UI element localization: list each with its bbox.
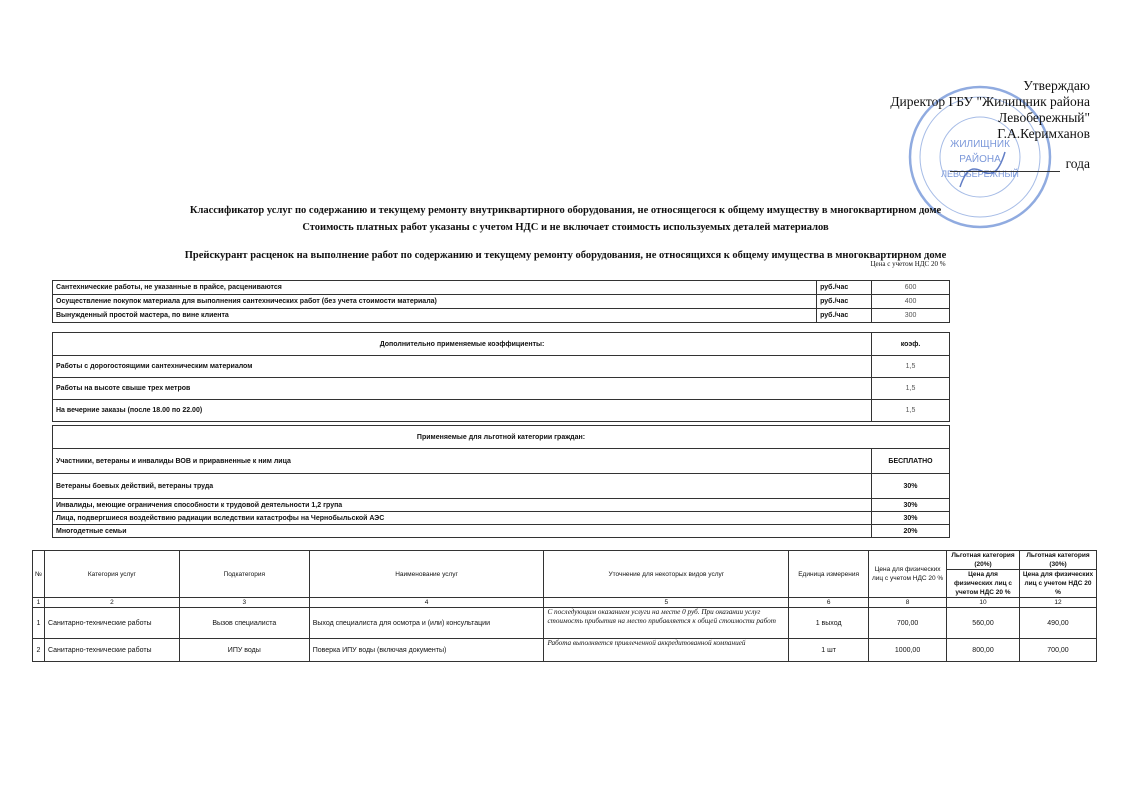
coef-name: Работы с дорогостоящими сантехническим материалом — [53, 356, 872, 378]
table-row — [53, 356, 950, 378]
service-clarification: С последующим оказанием услуги на месте 0 руб. При оказании услуг стоимость прибытия на место прибавляется к общей стоимости работ — [544, 608, 789, 639]
service-price-benefit-30: 700,00 — [1019, 639, 1096, 662]
stamp-text-3: ЛЕВОБЕРЕЖНЫЙ — [941, 169, 1019, 179]
coef-value: 1,5 — [872, 356, 950, 378]
price-item-unit: руб./час — [817, 295, 872, 309]
service-unit: 1 шт — [789, 639, 869, 662]
table-row — [33, 608, 1097, 639]
col-header-subcategory: Подкатегория — [179, 551, 309, 598]
table-header-row — [53, 426, 950, 449]
approval-line-3: Г.А.Керимханов — [997, 126, 1090, 141]
price-list-title: Прейскурант расценок на выполнение работ по содержанию и текущему ремонту оборудования, не относящихся к общему имущества в многоквартирном доме — [184, 250, 947, 261]
price-item-value: 400 — [872, 295, 950, 309]
benefit-name: Ветераны боевых действий, ветераны труда — [53, 474, 872, 499]
column-number: 3 — [179, 598, 309, 608]
coef-column-header: коэф. — [872, 333, 950, 356]
service-category: Санитарно-технические работы — [44, 639, 179, 662]
column-number: 6 — [789, 598, 869, 608]
benefit-value: 30% — [872, 474, 950, 499]
service-price: 1000,00 — [869, 639, 947, 662]
service-clarification: Работа выполняется привлеченной аккредитованной компанией — [544, 639, 789, 662]
table-row — [53, 281, 950, 295]
price-item-name: Сантехнические работы, не указанные в прайсе, расцениваются — [53, 281, 817, 295]
col-header-benefit-30: Льготная категория (30%) — [1019, 551, 1096, 570]
col-header-price: Цена для физических лиц с учетом НДС 20 % — [869, 551, 947, 598]
table-row — [53, 400, 950, 422]
col-subheader-benefit-30: Цена для физических лиц с учетом НДС 20 % — [1019, 570, 1096, 598]
col-header-name: Наименование услуг — [309, 551, 544, 598]
benefit-name: Многодетные семьи — [53, 525, 872, 538]
benefit-value: 20% — [872, 525, 950, 538]
service-name: Выход специалиста для осмотра и (или) консультации — [309, 608, 544, 639]
price-item-unit: руб./час — [817, 309, 872, 323]
base-price-table — [52, 280, 950, 323]
table-row — [53, 309, 950, 323]
benefit-value: 30% — [872, 512, 950, 525]
price-item-name: Вынужденный простой мастера, по вине клиента — [53, 309, 817, 323]
stamp-text-2: РАЙОНА — [959, 154, 1001, 165]
table-row — [53, 512, 950, 525]
approval-word: Утверждаю — [1023, 78, 1090, 93]
benefit-value: БЕСПЛАТНО — [872, 449, 950, 474]
col-subheader-benefit-20: Цена для физических лиц с учетом НДС 20 % — [947, 570, 1020, 598]
service-price-benefit-30: 490,00 — [1019, 608, 1096, 639]
column-number: 12 — [1019, 598, 1096, 608]
service-category: Санитарно-технические работы — [44, 608, 179, 639]
col-header-category: Категория услуг — [44, 551, 179, 598]
table-row — [33, 639, 1097, 662]
column-number: 4 — [309, 598, 544, 608]
col-header-benefit-20: Льготная категория (20%) — [947, 551, 1020, 570]
service-subcategory: Вызов специалиста — [179, 608, 309, 639]
coefficients-table — [52, 332, 950, 422]
service-subcategory: ИПУ воды — [179, 639, 309, 662]
column-number: 2 — [44, 598, 179, 608]
document-title: Классификатор услуг по содержанию и текущему ремонту внутриквартирного оборудования, не относящегося к общему имуществу в многоквартирном доме — [189, 205, 942, 216]
year-label: года — [1065, 156, 1090, 171]
table-row — [53, 295, 950, 309]
col-header-clarification: Уточнение для некоторых видов услуг — [544, 551, 789, 598]
service-number: 1 — [33, 608, 45, 639]
benefit-name: Лица, подвергшиеся воздействию радиации вследствии катастрофы на Чернобыльской АЭС — [53, 512, 872, 525]
price-column-header: Цена с учетом НДС 20 % — [870, 260, 946, 268]
column-number-row — [33, 598, 1097, 608]
coef-name: На вечерние заказы (после 18.00 по 22.00) — [53, 400, 872, 422]
table-row — [53, 525, 950, 538]
service-price: 700,00 — [869, 608, 947, 639]
benefit-value: 30% — [872, 499, 950, 512]
approval-line-1: Директор ГБУ "Жилищник района — [890, 94, 1090, 109]
column-number: 5 — [544, 598, 789, 608]
approval-line-2: Левобережный" — [998, 110, 1090, 125]
column-number: 10 — [947, 598, 1020, 608]
column-number: 1 — [33, 598, 45, 608]
service-number: 2 — [33, 639, 45, 662]
date-line — [950, 159, 1060, 172]
service-price-benefit-20: 560,00 — [947, 608, 1020, 639]
col-header-number: № — [33, 551, 45, 598]
table-row — [53, 449, 950, 474]
price-item-value: 600 — [872, 281, 950, 295]
table-row — [53, 474, 950, 499]
approval-block — [860, 78, 1090, 172]
column-number: 8 — [869, 598, 947, 608]
stamp-text-1: ЖИЛИЩНИК — [950, 139, 1010, 150]
price-item-unit: руб./час — [817, 281, 872, 295]
price-item-value: 300 — [872, 309, 950, 323]
benefits-table — [52, 425, 950, 538]
price-item-name: Осуществление покупок материала для выполнения сантехнических работ (без учета стоимости материала) — [53, 295, 817, 309]
coef-name: Работы на высоте свыше трех метров — [53, 378, 872, 400]
table-row — [53, 499, 950, 512]
table-header-row — [33, 551, 1097, 570]
table-row — [53, 378, 950, 400]
benefit-name: Участники, ветераны и инвалиды ВОВ и приравненные к ним лица — [53, 449, 872, 474]
service-unit: 1 выход — [789, 608, 869, 639]
coef-header: Дополнительно применяемые коэффициенты: — [53, 333, 872, 356]
services-table — [32, 550, 1097, 662]
vat-note: Стоимость платных работ указаны с учетом НДС и не включает стоимость используемых деталей материалов — [302, 222, 829, 233]
benefits-header: Применяемые для льготной категории граждан: — [53, 426, 950, 449]
service-name: Поверка ИПУ воды (включая документы) — [309, 639, 544, 662]
col-header-unit: Единица измерения — [789, 551, 869, 598]
benefit-name: Инвалиды, меющие ограничения способности к трудовой деятельности 1,2 група — [53, 499, 872, 512]
coef-value: 1,5 — [872, 400, 950, 422]
service-price-benefit-20: 800,00 — [947, 639, 1020, 662]
table-header-row — [53, 333, 950, 356]
coef-value: 1,5 — [872, 378, 950, 400]
